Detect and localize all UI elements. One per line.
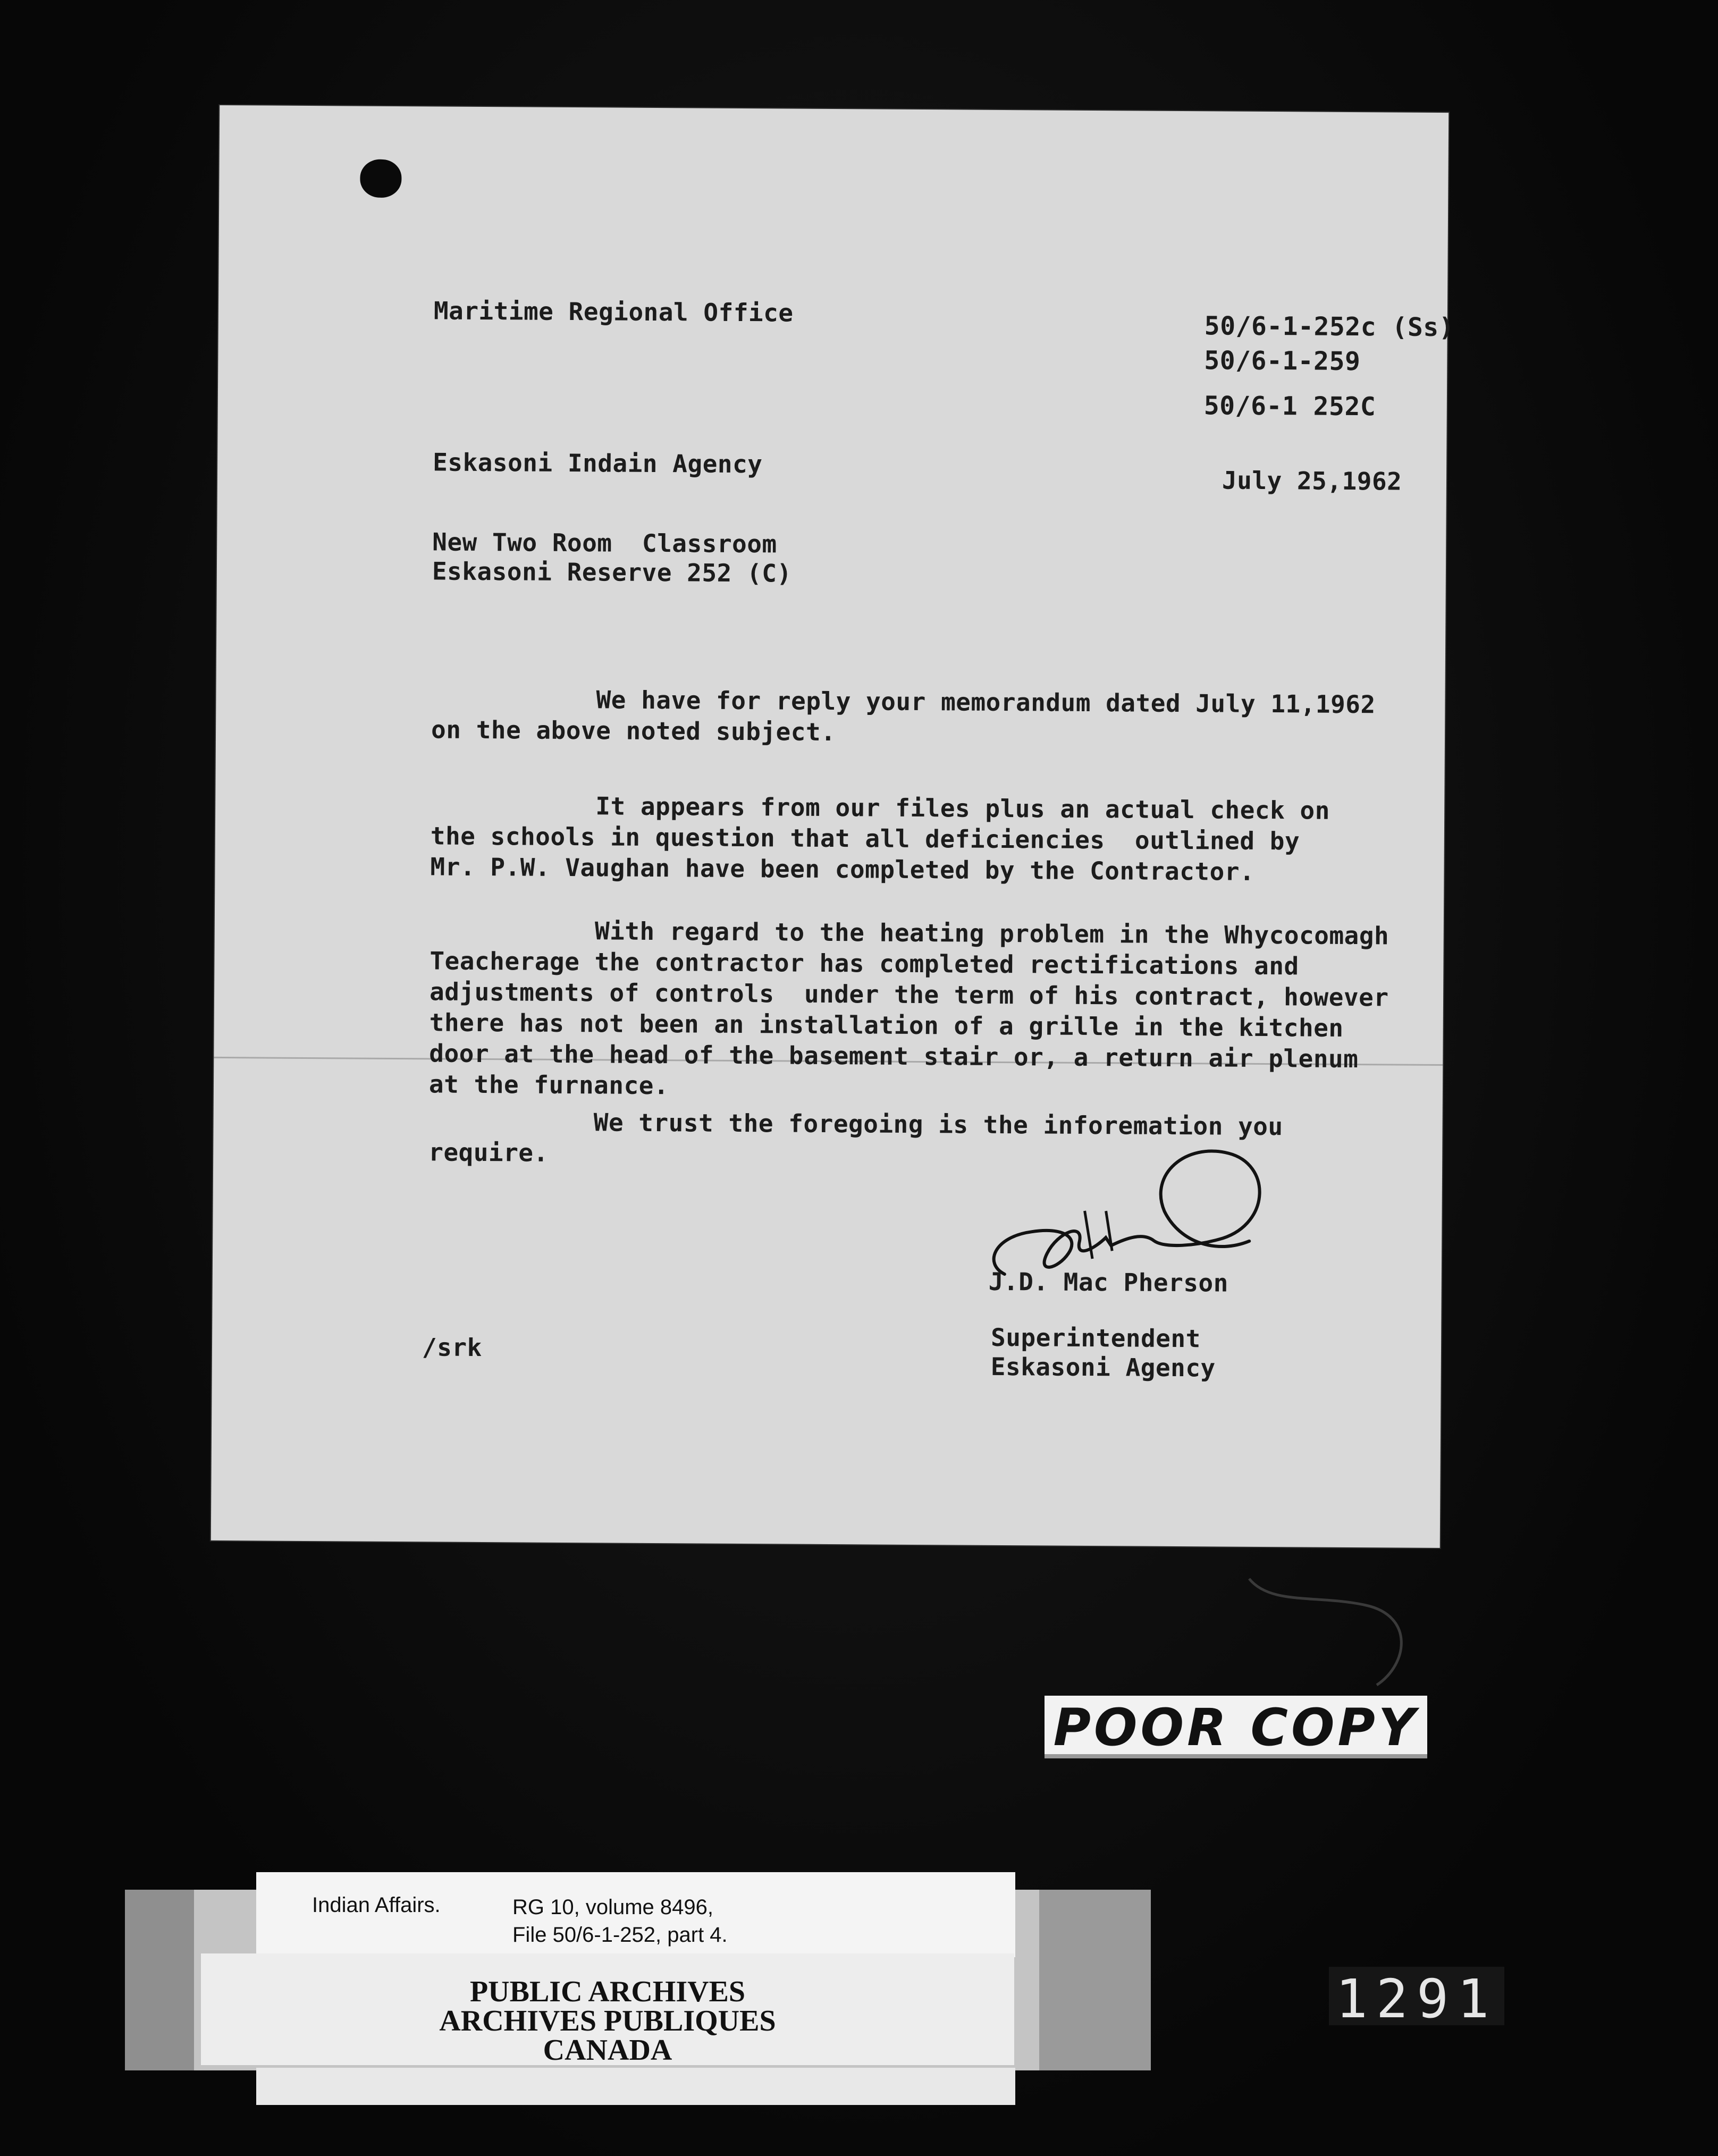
reference-line-2: File 50/6-1-252, part 4. (512, 1923, 728, 1947)
archives-line-1: PUBLIC ARCHIVES (469, 1975, 746, 2008)
archive-reference-card (256, 1872, 1015, 1957)
punch-hole (360, 159, 401, 198)
subject-line-1: New Two Room Classroom (432, 527, 777, 559)
letter-page (211, 105, 1455, 1548)
label-right-tab (1039, 1890, 1151, 2070)
subject-line-2: Eskasoni Reserve 252 (C) (432, 557, 792, 588)
frame-number-counter (1329, 1967, 1504, 2030)
paragraph-1: We have for reply your memorandum dated July 11,1962 on the above noted subject. (431, 684, 1376, 747)
label-left-tab (125, 1890, 194, 2070)
signer-title-1: Superintendent (990, 1323, 1201, 1353)
poor-copy-stamp (1045, 1696, 1427, 1758)
signer-name: J.D. Mac Pherson (988, 1267, 1229, 1298)
reference-block (512, 1893, 728, 1949)
to-agency: Eskasoni Indain Agency (433, 448, 763, 479)
archives-line-2: ARCHIVES PUBLIQUES (439, 2005, 776, 2037)
file-ref-2: 50/6-1-259 (1204, 346, 1361, 377)
public-archives-label (201, 1953, 1014, 2065)
paragraph-2: It appears from our files plus an actual check on the schools in question that all deficiencies outlined by Mr. P.W. Vaughan have been completed by the Contractor. (430, 790, 1330, 886)
typist-initials: /srk (422, 1333, 482, 1362)
frame-number-text: 1291 (1335, 1968, 1498, 2030)
reference-line-1: RG 10, volume 8496, (512, 1896, 713, 1919)
department-label: Indian Affairs. (312, 1893, 441, 1917)
letter-date: July 25,1962 (1222, 466, 1402, 496)
from-office: Maritime Regional Office (433, 296, 794, 327)
wire-scratch (1239, 1573, 1425, 1690)
poor-copy-text: POOR COPY (1053, 1698, 1419, 1757)
archives-line-3: CANADA (543, 2034, 672, 2067)
paragraph-3: With regard to the heating problem in the Whycocomagh Teacherage the contractor has completed rectifications and adjustments of controls under the term of his contract, however there has not been an installation of a grille in the kitchen door at the head of the basement stair or, a return air plenum at the furnance. (428, 915, 1389, 1100)
label-bottom-edge (256, 2068, 1015, 2105)
file-ref-3: 50/6-1 252C (1203, 391, 1376, 422)
signer-title-2: Eskasoni Agency (990, 1352, 1216, 1383)
paragraph-4: We trust the foregoing is the inforemation you require. (428, 1107, 1283, 1167)
file-ref-1: 50/6-1-252c (Ss) (1204, 311, 1455, 343)
